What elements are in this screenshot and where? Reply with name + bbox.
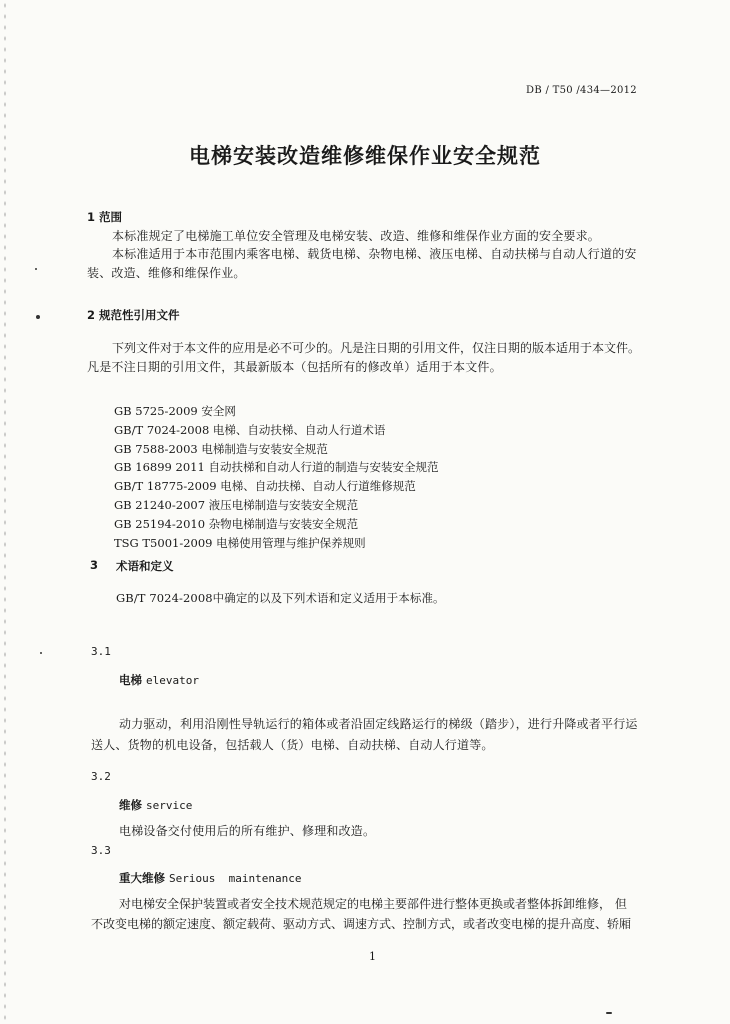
scan-speck	[36, 315, 40, 319]
section-terms-heading: 术语和定义	[116, 559, 174, 573]
scope-paragraph-line-3: 装、改造、维修和维保作业。	[87, 266, 246, 280]
term-number: 3.1	[91, 645, 111, 658]
reference-item: GB 5725-2009 安全网	[114, 404, 236, 418]
term-definition-line-1: 电梯设备交付使用后的所有维护、修理和改造。	[119, 824, 376, 838]
reference-item: GB 25194-2010 杂物电梯制造与安装安全规范	[114, 516, 359, 531]
section-terms-number: 3	[90, 558, 99, 572]
scope-paragraph-line-2: 本标准适用于本市范围内乘客电梯、载货电梯、杂物电梯、液压电梯、自动扶梯与自动人行道的安	[112, 247, 637, 261]
scan-speck	[606, 1012, 612, 1014]
reference-item: TSG T5001-2009 电梯使用管理与维护保养规则	[114, 535, 366, 550]
reference-item: GB 16899 2011 自动扶梯和自动人行道的制造与安装安全规范	[114, 460, 439, 475]
term-title-elevator	[119, 672, 199, 688]
term-definition-line-2: 不改变电梯的额定速度、额定载荷、驱动方式、调速方式、控制方式，或者改变电梯的提升高度、轿厢	[91, 917, 632, 931]
term-title-zh: 电梯	[119, 673, 142, 687]
scope-paragraph-line-1: 本标准规定了电梯施工单位安全管理及电梯安装、改造、维修和维保作业方面的安全要求。	[112, 229, 601, 243]
references-intro-line-1: 下列文件对于本文件的应用是必不可少的。凡是注日期的引用文件，仅注日期的版本适用于本文件。	[112, 341, 641, 355]
term-definition-line-1: 动力驱动，利用沿刚性导轨运行的箱体或者沿固定线路运行的梯级（踏步），进行升降或者平行运	[119, 717, 638, 731]
document-title: 电梯安装改造维修维保作业安全规范	[189, 144, 541, 168]
reference-item: GB 21240-2007 液压电梯制造与安装安全规范	[114, 497, 359, 512]
page-number: 1	[369, 950, 376, 963]
term-title-en: Serious maintenance	[169, 872, 302, 885]
section-scope-heading: 1 范围	[87, 210, 123, 224]
term-title-service	[119, 797, 192, 813]
reference-item: GB/T 7024-2008 电梯、自动扶梯、自动人行道术语	[114, 422, 386, 437]
term-title-en: elevator	[146, 674, 199, 687]
term-title-zh: 维修	[119, 798, 142, 812]
term-number: 3.3	[91, 844, 111, 857]
terms-intro: GB/T 7024-2008中确定的以及下列术语和定义适用于本标准。	[116, 591, 445, 605]
references-intro-line-2: 凡是不注日期的引用文件，其最新版本（包括所有的修改单）适用于本文件。	[87, 360, 502, 374]
term-title-zh: 重大维修	[119, 871, 165, 885]
scan-speck	[40, 652, 42, 654]
document-code: DB / T50 /434—2012	[526, 85, 637, 96]
term-number: 3.2	[91, 770, 111, 783]
term-definition-line-1: 对电梯安全保护装置或者安全技术规范规定的电梯主要部件进行整体更换或者整体拆卸维修， 但	[119, 897, 627, 911]
reference-item: GB/T 18775-2009 电梯、自动扶梯、自动人行道维修规范	[114, 479, 416, 494]
scan-speck	[35, 268, 37, 270]
normative-reference-list	[114, 402, 438, 552]
reference-item: GB 7588-2003 电梯制造与安装安全规范	[114, 441, 328, 456]
term-title-serious-maintenance	[119, 870, 301, 886]
section-references-heading: 2 规范性引用文件	[87, 308, 180, 322]
term-title-en: service	[146, 799, 193, 812]
term-definition-line-2: 送人、货物的机电设备，包括载人（货）电梯、自动扶梯、自动人行道等。	[91, 738, 494, 752]
